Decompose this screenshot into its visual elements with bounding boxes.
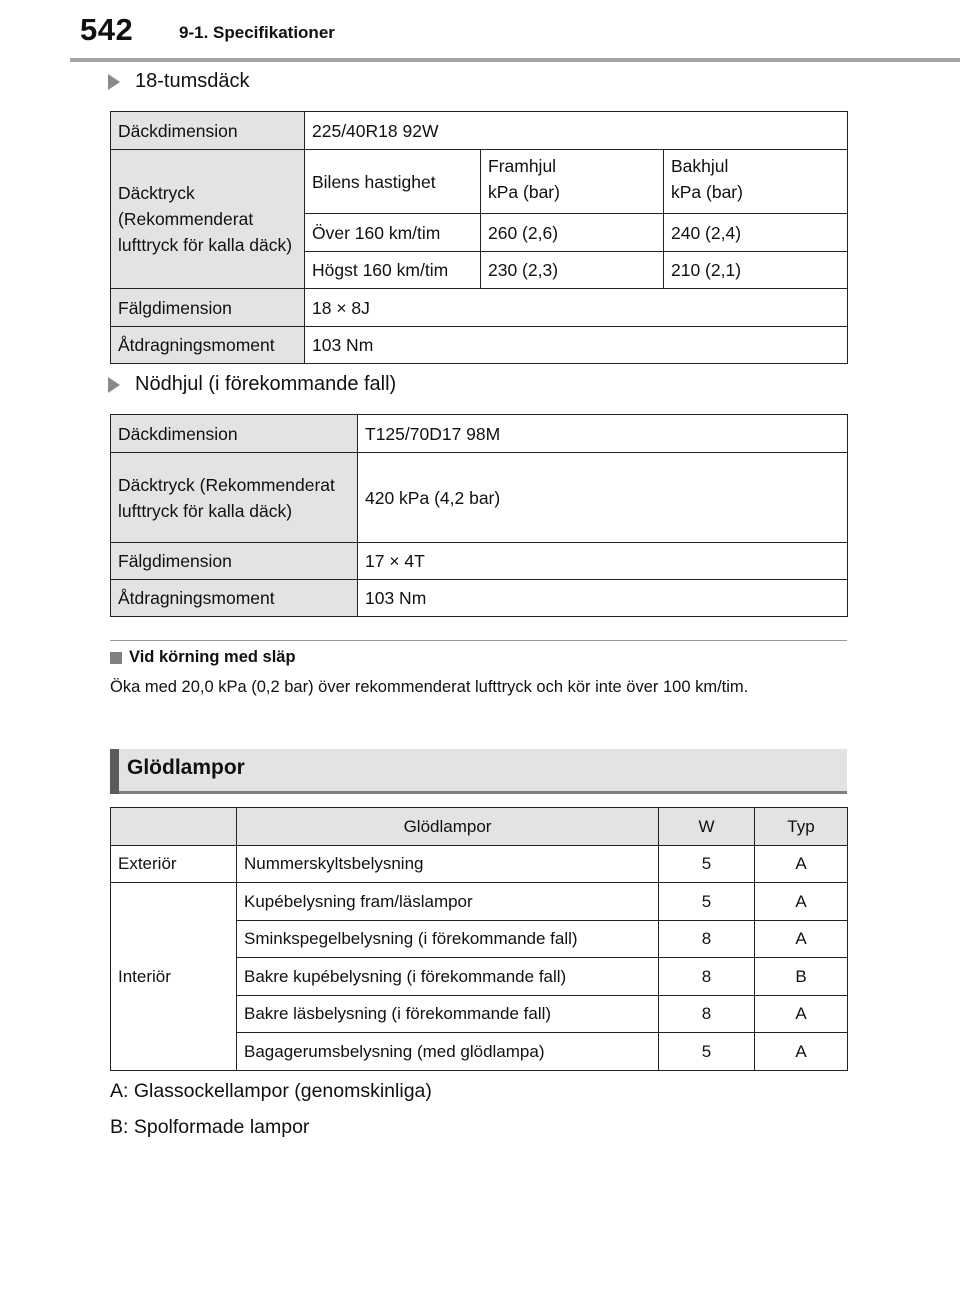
empty-header-cell: [111, 808, 237, 846]
towing-note-text: Öka med 20,0 kPa (0,2 bar) över rekommenderat lufttryck och kör inte över 100 km/tim.: [110, 678, 749, 696]
table-row: [111, 289, 848, 327]
section-accent: [110, 749, 119, 794]
front-pressure-cell: 260 (2,6): [481, 214, 664, 252]
table-row: [111, 150, 848, 214]
torque-value: 103 Nm: [358, 580, 848, 617]
tire18-heading: [108, 70, 250, 93]
table-row: [111, 327, 848, 364]
bulb-type: A: [755, 1033, 848, 1071]
rim-label: Fälgdimension: [111, 289, 305, 327]
front-header-line2: kPa (bar): [488, 182, 560, 202]
towing-title-text: Vid körning med släp: [129, 648, 296, 666]
interior-label: Interiör: [111, 883, 237, 1071]
bulb-watt: 8: [659, 921, 755, 958]
size-label: Däckdimension: [111, 112, 305, 150]
table-row: [111, 808, 848, 846]
type-col-header: Typ: [755, 808, 848, 846]
speed-cell: Över 160 km/tim: [305, 214, 481, 252]
spare-heading-text: Nödhjul (i förekommande fall): [135, 373, 397, 395]
front-header-line1: Framhjul: [488, 156, 557, 176]
watt-col-header: W: [659, 808, 755, 846]
bulb-watt: 5: [659, 846, 755, 883]
table-row: [111, 580, 848, 617]
exterior-label: Exteriör: [111, 846, 237, 883]
tire18-table: [110, 111, 848, 364]
spare-table: [110, 414, 848, 617]
bulb-watt: 8: [659, 996, 755, 1033]
speed-header: Bilens hastighet: [305, 150, 481, 214]
bulbs-table: [110, 807, 848, 1071]
torque-value: 103 Nm: [305, 327, 848, 364]
section-title-glodlampor: Glödlampor: [127, 756, 245, 779]
legend-a: A: Glassockellampor (genomskinliga): [110, 1080, 432, 1102]
bulb-type: B: [755, 958, 848, 996]
triangle-bullet-icon: [108, 74, 120, 90]
triangle-bullet-icon: [108, 377, 120, 393]
pressure-value: 420 kPa (4,2 bar): [358, 453, 848, 543]
rear-header-line2: kPa (bar): [671, 182, 743, 202]
bulb-watt: 5: [659, 1033, 755, 1071]
bulb-name: Kupébelysning fram/läslampor: [237, 883, 659, 921]
torque-label: Åtdragningsmoment: [111, 580, 358, 617]
table-row: [111, 453, 848, 543]
towing-note-title: [110, 648, 296, 667]
rear-pressure-cell: 210 (2,1): [664, 252, 848, 289]
bulb-name: Bakre kupébelysning (i förekommande fall): [237, 958, 659, 996]
torque-label: Åtdragningsmoment: [111, 327, 305, 364]
bulb-type: A: [755, 846, 848, 883]
legend-b: B: Spolformade lampor: [110, 1116, 310, 1138]
size-value: T125/70D17 98M: [358, 415, 848, 453]
speed-cell: Högst 160 km/tim: [305, 252, 481, 289]
size-label: Däckdimension: [111, 415, 358, 453]
bulb-name: Nummerskyltsbelysning: [237, 846, 659, 883]
header-rule: [70, 58, 960, 62]
front-pressure-cell: 230 (2,3): [481, 252, 664, 289]
table-row: [111, 846, 848, 883]
front-header: [481, 150, 664, 214]
bulb-type: A: [755, 883, 848, 921]
size-value: 225/40R18 92W: [305, 112, 848, 150]
spare-heading: [108, 373, 396, 396]
rear-header: [664, 150, 848, 214]
bulb-type: A: [755, 996, 848, 1033]
rim-value: 17 × 4T: [358, 543, 848, 580]
bulb-name: Bakre läsbelysning (i förekommande fall): [237, 996, 659, 1033]
page-number: 542: [80, 12, 134, 47]
section-title: 9-1. Specifikationer: [179, 23, 335, 42]
bulb-watt: 5: [659, 883, 755, 921]
tire18-heading-text: 18-tumsdäck: [135, 70, 250, 92]
table-row: [111, 543, 848, 580]
bulb-name: Sminkspegelbelysning (i förekommande fall): [237, 921, 659, 958]
bulb-watt: 8: [659, 958, 755, 996]
pressure-label: Däcktryck (Rekommenderat lufttryck för kalla däck): [111, 150, 305, 289]
rear-pressure-cell: 240 (2,4): [664, 214, 848, 252]
square-bullet-icon: [110, 652, 122, 664]
bulbs-section-header: [110, 749, 847, 794]
rim-label: Fälgdimension: [111, 543, 358, 580]
pressure-label: Däcktryck (Rekommenderat lufttryck för kalla däck): [111, 453, 358, 543]
bulb-col-header: Glödlampor: [237, 808, 659, 846]
bulb-type: A: [755, 921, 848, 958]
rim-value: 18 × 8J: [305, 289, 848, 327]
divider: [110, 640, 847, 641]
rear-header-line1: Bakhjul: [671, 156, 729, 176]
table-row: [111, 415, 848, 453]
table-row: [111, 883, 848, 921]
bulb-name: Bagagerumsbelysning (med glödlampa): [237, 1033, 659, 1071]
table-row: [111, 112, 848, 150]
